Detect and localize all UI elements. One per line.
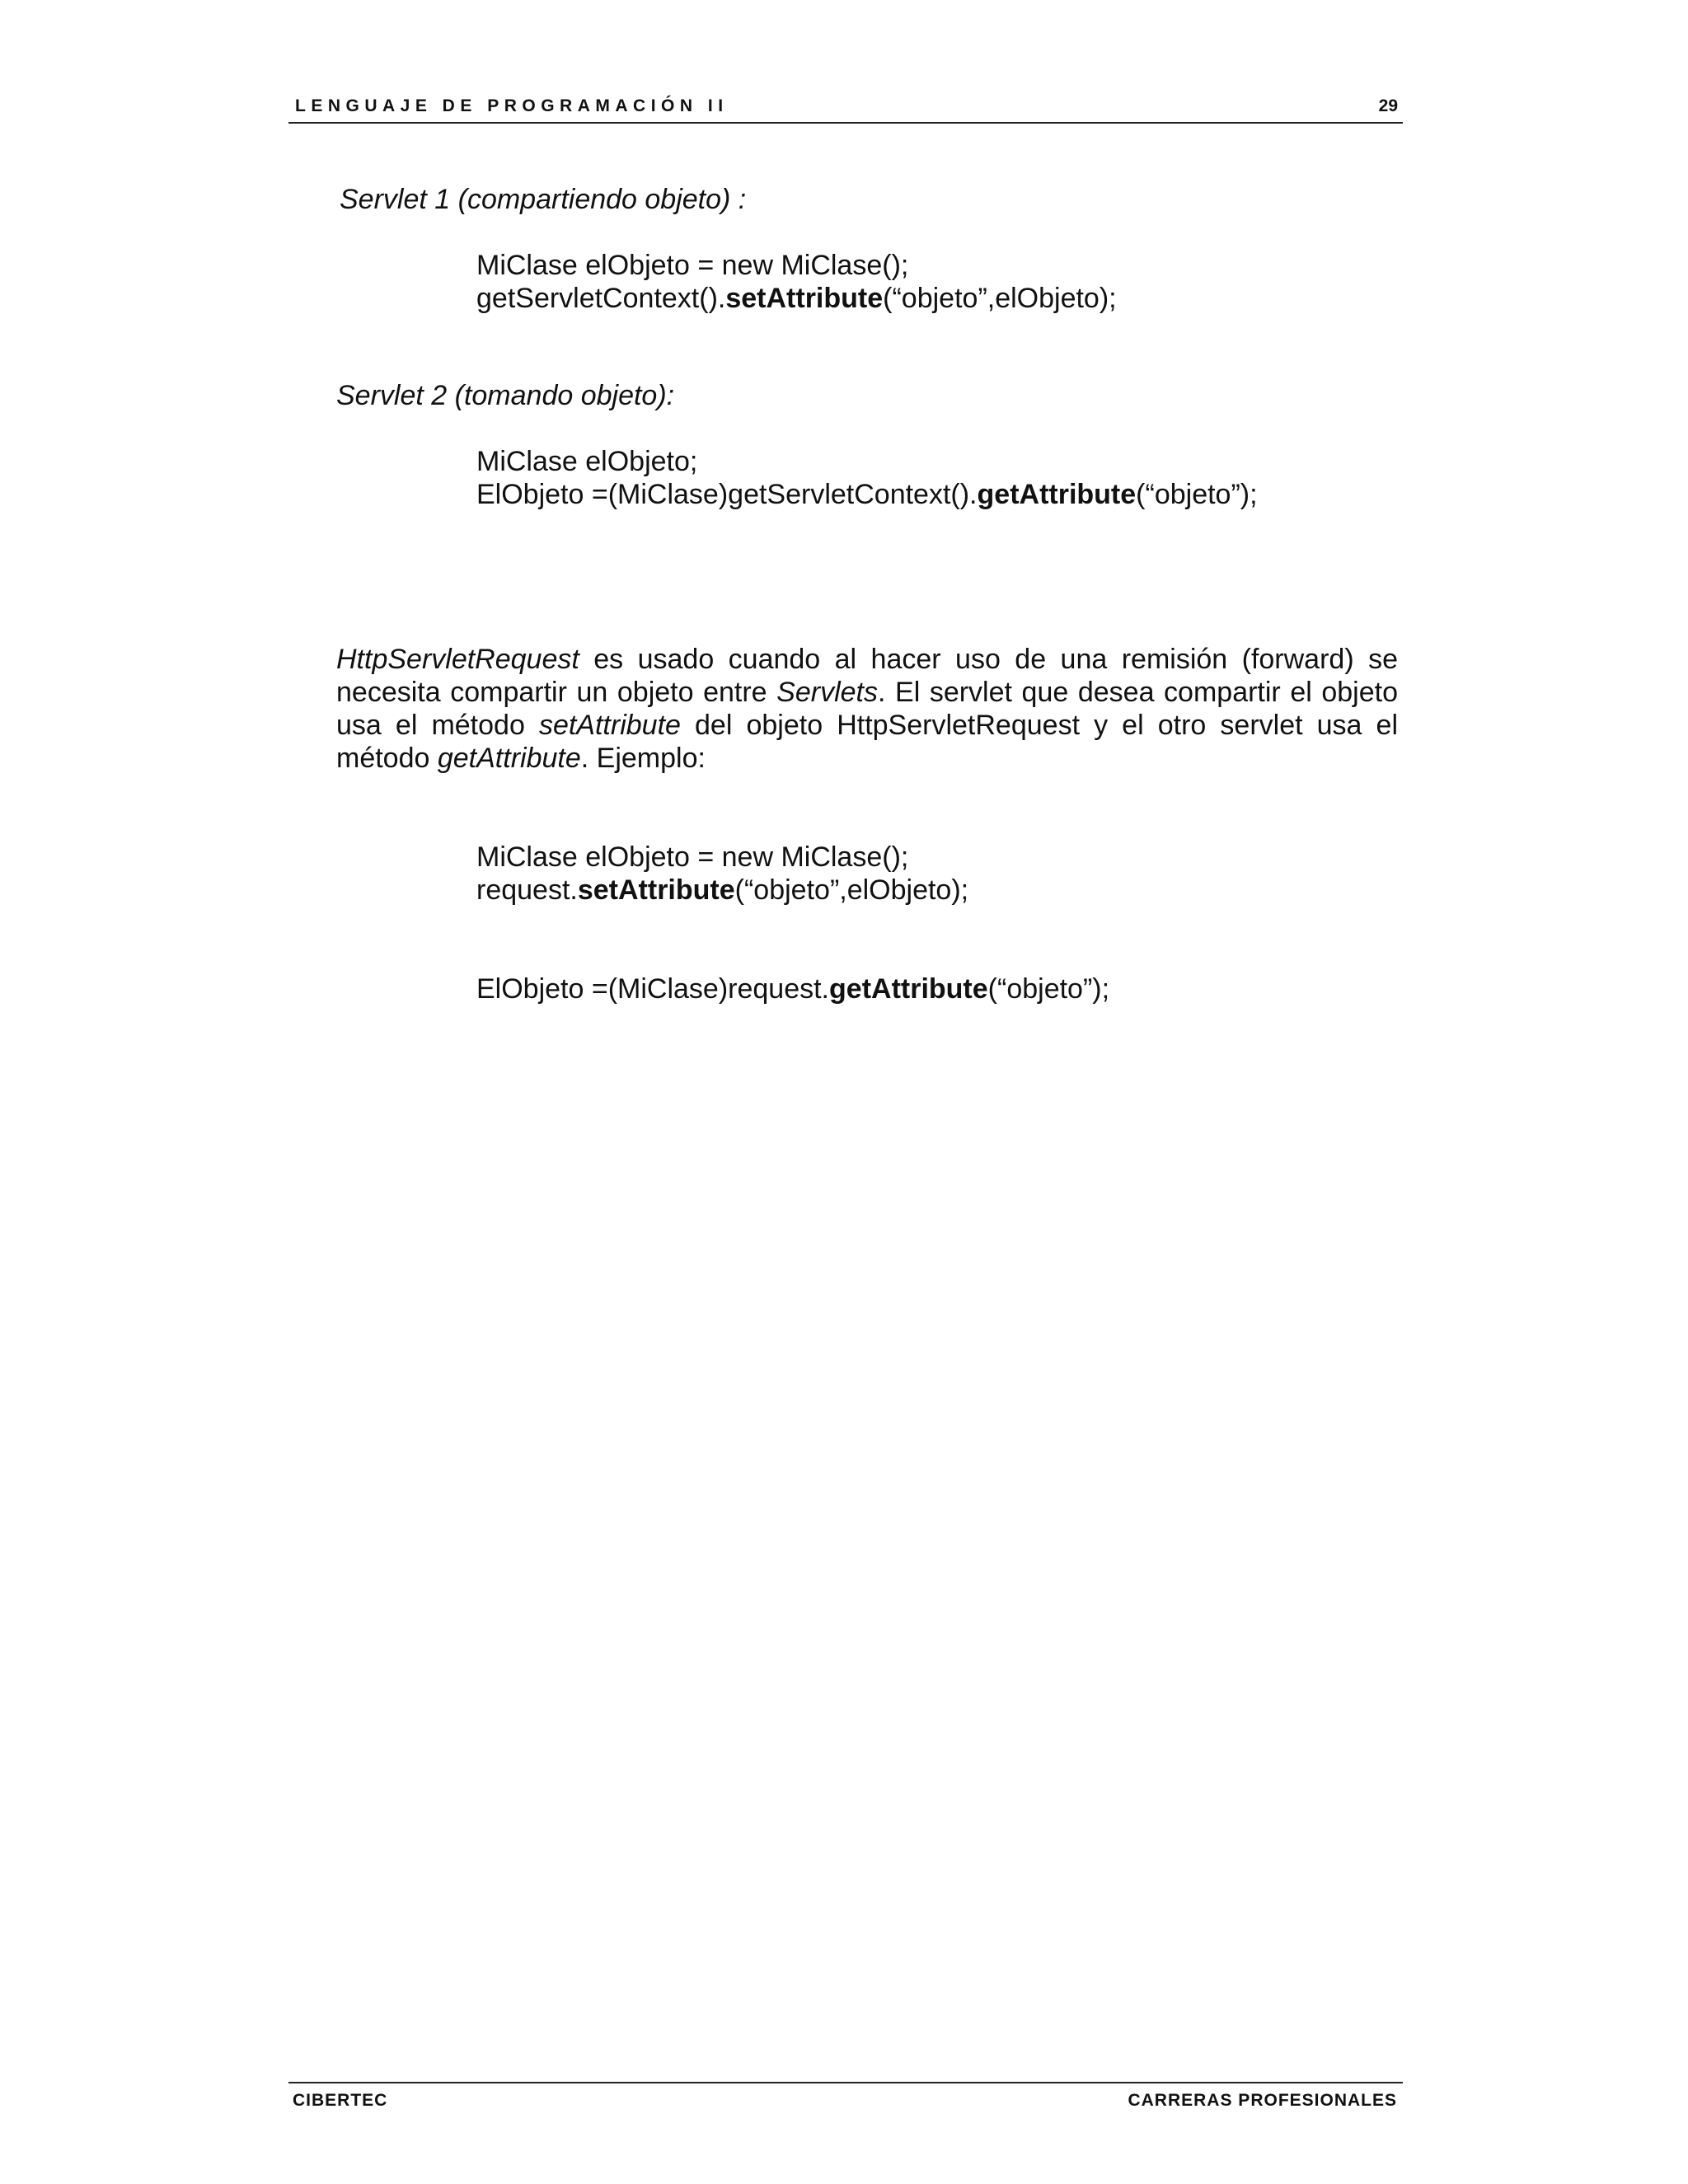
servlet2-code-line2: ElObjeto =(MiClase)getServletContext().getAttribute(“objeto”); <box>476 479 1258 510</box>
request-paragraph: HttpServletRequest es usado cuando al hacer uso de una remisión (forward) se necesita compartir un objeto entre Servlets. El servlet que desea compartir el objeto usa el método setAttribute del objeto HttpServletRequest y el otro servlet usa el método getAttribute. Ejemplo: <box>336 644 1399 774</box>
page-header <box>288 92 1403 124</box>
request-code-line1: MiClase elObjeto = new MiClase(); <box>476 841 909 873</box>
servlet2-code-line1: MiClase elObjeto; <box>476 446 698 477</box>
servlet2-heading: Servlet 2 (tomando objeto): <box>336 380 675 411</box>
footer-right: CARRERAS PROFESIONALES <box>1128 2091 1397 2110</box>
footer-left: CIBERTEC <box>293 2091 388 2110</box>
request-code-line2: request.setAttribute(“objeto”,elObjeto); <box>476 874 969 906</box>
servlet1-heading: Servlet 1 (compartiendo objeto) : <box>340 184 747 215</box>
header-title: LENGUAJE DE PROGRAMACIÓN II <box>295 96 729 115</box>
page-number: 29 <box>1378 96 1398 115</box>
request-code-line3: ElObjeto =(MiClase)request.getAttribute(“objeto”); <box>476 973 1110 1005</box>
servlet1-code-line1: MiClase elObjeto = new MiClase(); <box>476 250 909 281</box>
page-footer <box>288 2082 1403 2116</box>
servlet1-code-line2: getServletContext().setAttribute(“objeto”,elObjeto); <box>476 283 1117 314</box>
